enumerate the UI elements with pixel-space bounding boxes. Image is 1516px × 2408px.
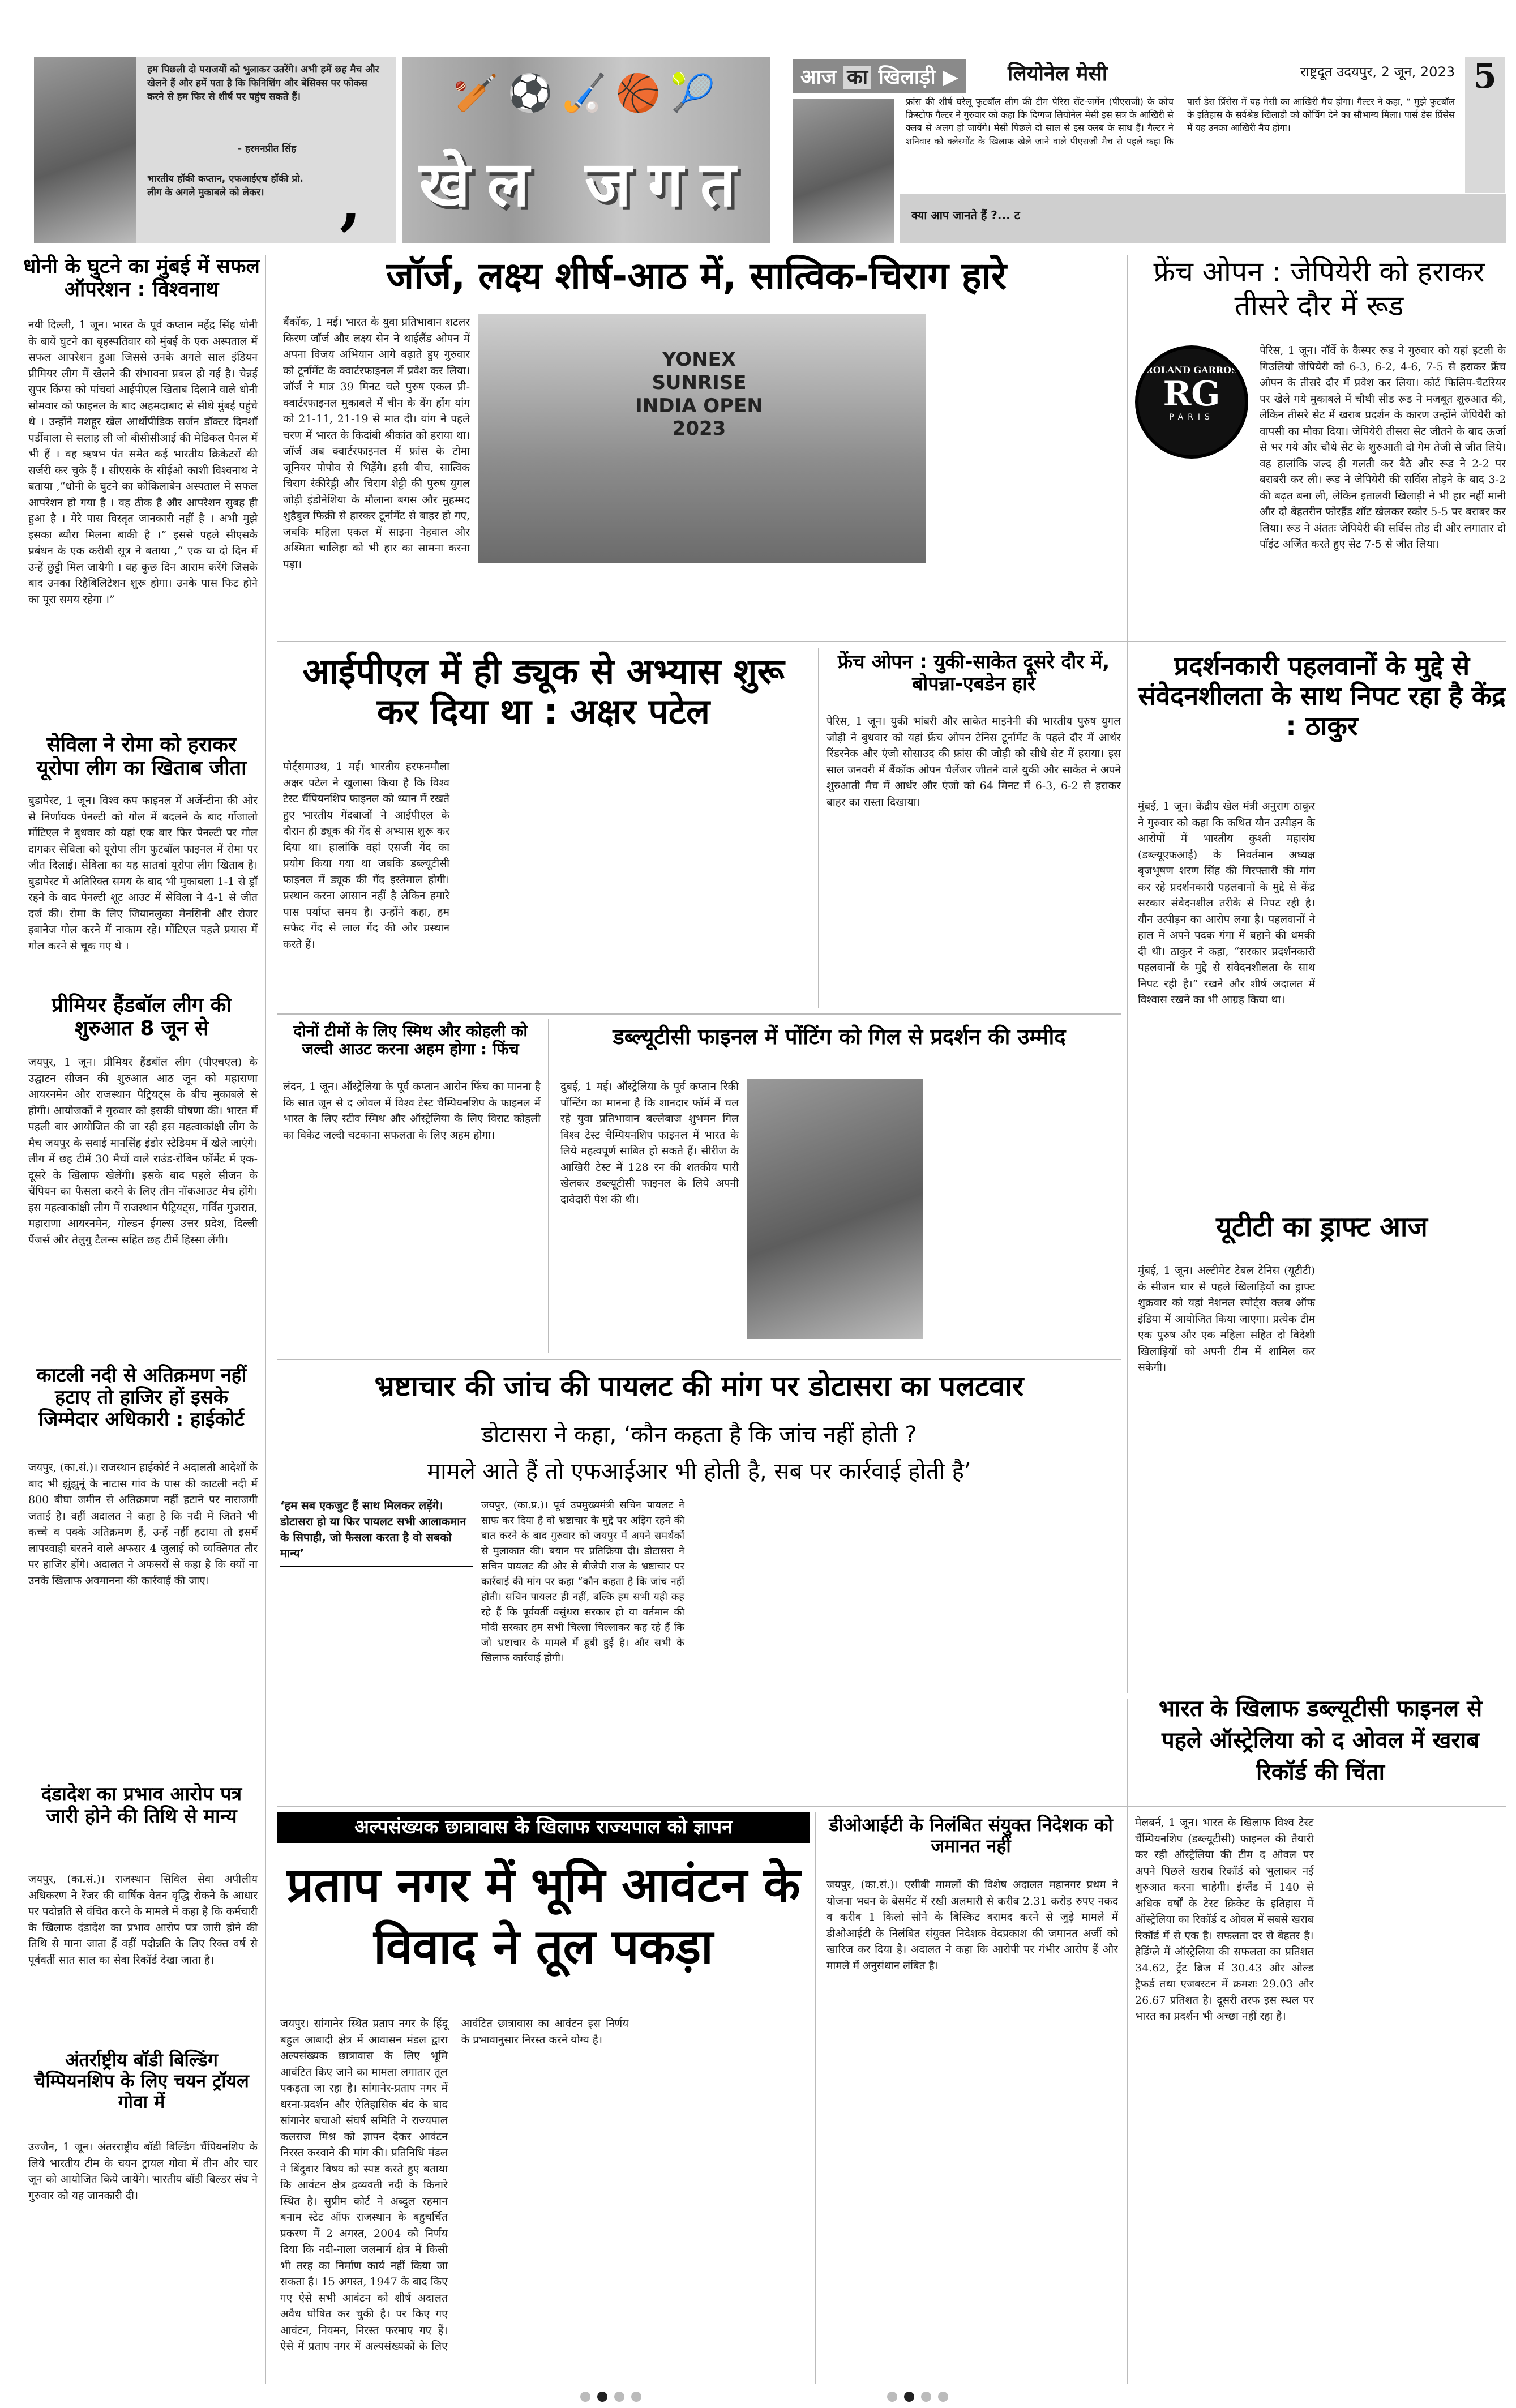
player-name: लियोनेल मेसी (1008, 62, 1108, 85)
headline-dandadesh: दंडादेश का प्रभाव आरोप पत्र जारी होने की तिथि से मान्य (41, 1783, 242, 1828)
did-you-know-text: क्या आप जानते हैं ?... ट (911, 208, 1020, 222)
subhead-dotasara-2: मामले आते हैं तो एफआईआर भी होती है, सब पर कार्रवाई होती है’ (427, 1459, 971, 1485)
page-number: 5 (1465, 57, 1505, 193)
reg-dot (580, 2392, 590, 2402)
reg-dot (597, 2392, 607, 2402)
body-doit: जयपुर, (का.सं.)। एसीबी मामलों की विशेष अदालत महानगर प्रथम ने योजना भवन के बेसमेंट में रखी अलमारी से करीब 2.31 करोड़ रुपए नकद व करीब 1 किलो सोने के बिस्किट बरामद करने से जुड़े मामले में डीओआईटी के निलंबित संयुक्त निदेशक वेदप्रकाश की जमानत अर्जी को खारिज कर दिया है। अदालत ने कहा कि आरोपी पर गंभीर आरोप हैं और मामले में अनुसंधान लंबित है। (826, 1879, 1118, 1972)
section-divider (277, 1013, 1121, 1015)
gill-photo (747, 1079, 923, 1339)
headline-yuki: फ्रेंच ओपन : युकी-साकेत दूसरे दौर में, बोपन्ना-एबडेन हारे (837, 651, 1110, 696)
reg-dot (631, 2392, 641, 2402)
reg-dot (904, 2392, 914, 2402)
body-bodybuilding: उज्जैन, 1 जून। अंतरराष्ट्रीय बॉडी बिल्डिंग चैंपियनशिप के लिये भारतीय टीम के चयन ट्रायल गोवा में तीन और चार जून को आयोजित किये जायेंगे। भारतीय बॉडी बिल्डर संघ ने गुरुवार को यह जानकारी दी। (28, 2141, 258, 2202)
headline-dhoni: धोनी के घुटने का मुंबई में सफल ऑपरेशन : विश्वनाथ (23, 255, 260, 302)
headline-bodybuilding: अंतर्राष्ट्रीय बॉडी बिल्डिंग चैम्पियनशिप के लिए चयन ट्रॉयल गोवा में (34, 2049, 249, 2112)
body-george: बैंकॉक, 1 मई। भारत के युवा प्रतिभावान शटलर किरण जॉर्ज और लक्ष्य सेन ने थाईलैंड ओपन में अपना विजय अभियान आगे बढ़ाते हुए गुरुवार को टूर्नामेंट के क्वार्टरफाइनल में प्रवेश कर लिया। जॉर्ज ने मात्र 39 मिनट चले पुरुष एकल प्री-क्वार्टरफाइनल मुकाबले में चीन के वेंग होंग यांग को 21-11, 21-19 से मात दी। यांग ने पहले चरण में भारत के किदांबी श्रीकांत को हराया था। जॉर्ज अब क्वार्टरफाइनल में फ्रांस के टोमा जूनियर पोपोव से भिड़ेंगे। इसी बीच, सात्विक चिराग रंकीरेड्डी और चिराग शेट्टी की पुरुष युगल जोड़ी इंडोनेशिया के मौलाना बगस और मुहम्मद शुहैबुल फिक्री से हारकर टूर्नामेंट से बाहर हो गए, जबकि महिला एकल में साइना नेहवाल और अश्मिता चालिहा को भी हार का सामना करना पड़ा। (283, 316, 470, 571)
quote-text: हम पिछली दो पराजयों को भुलाकर उतरेंगे। अभी हमें छह मैच और खेलने हैं और हमें पता है कि फिनिशिंग और बेसिक्स पर फोकस करने से हम फिर से शीर्ष पर पहुंच सकते हैं। (147, 64, 379, 102)
photo-banner-text: YONEX SUNRISE INDIA OPEN 2023 (635, 348, 763, 440)
column-rule (1127, 255, 1128, 1693)
rg-monogram-icon: RG (1163, 374, 1220, 414)
body-finch: लंदन, 1 जून। ऑस्ट्रेलिया के पूर्व कप्तान आरोन फिंच का मानना है कि सात जून से द ओवल में विश्व टेस्ट चैम्पियनशिप के फाइनल में भारत के लिए स्टीव स्मिथ और ऑस्ट्रेलिया के लिए विराट कोहली का विकेट जल्दी चटकाना सफलता के लिए अहम होगा। (283, 1080, 541, 1141)
body-dandadesh: जयपुर, (का.सं.)। राजस्थान सिविल सेवा अपीलीय अधिकरण ने रेंजर की वार्षिक वेतन वृद्धि रोकने के आधार पर पदोन्नति से वंचित करने के मामले में कहा है कि कर्मचारी के खिलाफ दंडादेश का प्रभाव आरोप पत्र जारी होने की तिथि से माना जाता हैं वहीं पदोन्नति के लिए रिक्त वर्ष से पूर्ववर्ती सात साल का सेवा रिकॉर्ड देखा जाता है। (28, 1873, 258, 1966)
headline-sevilla: सेविला ने रोमा को हराकर यूरोपा लीग का खिताब जीता (36, 733, 247, 780)
column-rule (1127, 1699, 1128, 2384)
headline-pratap: प्रताप नगर में भूमि आवंटन के विवाद ने तूल पकड़ा (286, 1857, 800, 1975)
player-of-day-tag (793, 59, 966, 93)
body-katli: जयपुर, (का.सं.)। राजस्थान हाईकोर्ट ने अदालती आदेशों के बाद भी झुंझुनूं के नाटास गांव के पास की काटली नदी में 800 बीघा जमीन से अतिक्रमण नहीं हटाने पर नाराजगी जताई है। वहीं अदालत ने कहा है कि नदी में जितने भी कच्चे व पक्के अतिक्रमण हैं, उन्हें नहीं हटाया तो इसमें लापरवाही बरतने वाले अफसर 4 जुलाई को व्यक्तिगत तौर पर हाजिर होंगे। अदालत ने अफसरों से कहा है कि क्यों ना उनके खिलाफ अवमानना की कार्रवाई की जाए। (28, 1461, 258, 1587)
headline-doit: डीओआईटी के निलंबित संयुक्त निदेशक को जमानत नहीं (829, 1814, 1113, 1857)
reg-dot (921, 2392, 931, 2402)
body-george-left (283, 314, 470, 631)
body-ponting: दुबई, 1 मई। ऑस्ट्रेलिया के पूर्व कप्तान रिकी पॉन्टिंग का मानना है कि शानदार फॉर्म में चल रहे युवा प्रतिभावान बल्लेबाज शुभमन गिल विश्व टेस्ट चैम्पियनशिप फाइनल में भारत के लिये महत्वपूर्ण साबित हो सकते हैं। सीरीज के आखिरी टेस्ट में 128 रन की शतकीय पारी खेलकर डब्ल्यूटीसी फाइनल के लिये अपनी दावेदारी पेश की थी। (560, 1080, 739, 1206)
body-sevilla: बुडापेस्ट, 1 जून। विश्व कप फाइनल में अर्जेन्टीना की ओर से निर्णायक पेनल्टी को गोल में बदलने के बाद गोंजालो मोंटिएल ने बुधवार को यहां एक बार फिर पेनल्टी पर गोल दागकर सेविला को यूरोपा लीग फुटबॉल फाइनल में रोमा पर जीत दिलाई। सेविला का यह सातवां यूरोपा लीग खिताब है। बुडापेस्ट में अतिरिक्त समय के बाद भी मुकाबला 1-1 से ड्रॉ रहने के बाद पेनल्टी शूट आउट में सेविला ने 4-1 से जीत दर्ज की। रोमा के लिए जियानलुका मेनसिनी और रोजर इबानेज गोल करने में नाकाम रहे। मोंटिएल पहले प्रयास में गोल करने से चूक गए थे । (28, 794, 258, 952)
roland-garros-logo (1135, 345, 1248, 459)
tag-mid: का (843, 66, 871, 89)
headline-ponting: डब्ल्यूटीसी फाइनल में पोंटिंग को गिल से प्रदर्शन की उम्मीद (613, 1024, 1066, 1049)
headline-oval: भारत के खिलाफ डब्ल्यूटीसी फाइनल से पहले ऑस्ट्रेलिया को द ओवल में खराब रिकॉर्ड की चिंता (1158, 1696, 1483, 1785)
reg-dot (938, 2392, 948, 2402)
tag-right: खिलाड़ी ▶ (878, 66, 958, 89)
sports-icons: 🏏⚽🏑🏀🎾 (453, 72, 725, 114)
spacer (651, 2392, 877, 2402)
column-rule (548, 1019, 549, 1353)
quote-author: - हरमनप्रीत सिंह (238, 143, 297, 155)
dateline: राष्ट्रदूत उदयपुर, 2 जून, 2023 (1300, 64, 1455, 80)
section-title: खेल जगत (419, 148, 753, 220)
body-dhoni: नयी दिल्ली, 1 जून। भारत के पूर्व कप्तान महेंद्र सिंह धोनी के बायें घुटने का बृहस्पतिवार को मुंबई के एक अस्पताल में सफल आपरेशन हुआ जिससे उनके अगले साल इंडियन प्रीमियर लीग में खेलने की संभावना प्रबल हो गई है। चेन्नई सुपर किंग्स को पांचवां आईपीएल खिताब दिलाने वाले धोनी सोमवार को फाइनल के बाद अहमदाबाद से सीधे मुंबई पहुंचे थे । उन्होंने मशहूर खेल आर्थोपीडिक सर्जन डॉक्टर दिनशॉ पर्डीवाला से सलाह ली जो बीसीसीआई की मेडिकल पैनल में भी हैं । वह ऋषभ पंत समेत कई भारतीय क्रिकेटरों की सर्जरी कर चुके हैं । सीएसके के सीईओ काशी विश्वनाथ ने बताया ,“धोनी के घुटने का कोकिलाबेन अस्पताल में सफल आपरेशन हो गया है । वह ठीक है और आपरेशन सुबह ही हुआ है । मेरे पास विस्तृत जानकारी नहीं है । अभी मुझे इसका ब्यौरा मिलना बाकी है ।” इससे पहले सीएसके प्रबंधन के एक करीबी सूत्र ने बताया ,“ एक या दो दिन में उन्हें छुट्टी मिल जायेगी । वह कुछ दिन आराम करेंगे जिसके बाद उनका रिहैबिलिटेशन शुरू होगा। उनके पास फिट होने का पूरा समय रहेगा ।” (28, 319, 258, 606)
tag-left: आज (800, 66, 837, 89)
did-you-know-box (900, 194, 1506, 243)
section-divider (277, 1806, 1506, 1807)
reg-dot (614, 2392, 624, 2402)
body-utt: मुंबई, 1 जून। अल्टीमेट टेबल टेनिस (यूटीटी) के सीजन चार से पहले खिलाड़ियों का ड्राफ्ट शुक्रवार को यहां नेशनल स्पोर्ट्स क्लब ऑफ इंडिया में आयोजित किया जाएगा। प्रत्येक टीम एक पुरुष और एक महिला सहित दो विदेशी खिलाड़ियों को अपनी टीम में शामिल कर सकेगी। (1138, 1264, 1315, 1374)
headline-ruud: फ्रेंच ओपन : जेपियेरी को हराकर तीसरे दौर में रूड (1153, 255, 1485, 322)
messi-photo (793, 99, 894, 243)
badminton-photo (478, 314, 926, 563)
body-pratap: जयपुर। सांगानेर स्थित प्रताप नगर के हिंदू बहुल आबादी क्षेत्र में आवासन मंडल द्वारा अल्पसंख्यक छात्रावास के लिए भूमि आवंटित किए जाने का मामला लगातार तूल पकड़ता जा रहा है। सांगानेर-प्रताप नगर में धरना-प्रदर्शन और ऐतिहासिक बंद के बाद सांगानेर बचाओ संघर्ष समिति ने राज्यपाल कलराज मिश्र को ज्ञापन देकर आवंटन निरस्त करवाने की मांग की। प्रतिनिधि मंडल ने बिंदुवार विषय को स्पष्ट करते हुए बताया कि आवंटन क्षेत्र द्रव्यवती नदी के किनारे स्थित है। सुप्रीम कोर्ट ने अब्दुल रहमान बनाम स्टेट ऑफ राजस्थान के बहुचर्चित प्रकरण में 2 अगस्त, 2004 को निर्णय दिया कि नदी-नाला जलमार्ग क्षेत्र में किसी भी तरह का निर्माण कार्य नहीं किया जा सकता है। 15 अगस्त, 1947 के बाद किए गए ऐसे सभी आवंटन को शीर्ष अदालत अवैध घोषित कर चुकी है। पर किए गए आवंटन, नियमन, निरस्त फरमाए गए हैं। ऐसे में प्रताप नगर में अल्पसंख्यकों के लिए आवंटित छात्रावास का आवंटन इस निर्णय के प्रभावानुसार निरस्त करने योग्य है। (280, 2017, 629, 2353)
section-divider (277, 1359, 1121, 1360)
headline-finch: दोनों टीमों के लिए स्मिथ और कोहली को जल्दी आउट करना अहम होगा : फिंच (293, 1021, 528, 1059)
headline-handball: प्रीमियर हैंडबॉल लीग की शुरुआत 8 जून से (52, 994, 232, 1041)
headline-axar: आईपीएल में ही ड्यूक से अभ्यास शुरू कर दिया था : अक्षर पटेल (302, 651, 785, 733)
headline-dotasara: भ्रष्टाचार की जांच की पायलट की मांग पर डोटासरा का पलटवार (374, 1370, 1024, 1402)
player-text: फ्रांस की शीर्ष घरेलू फुटबॉल लीग की टीम पेरिस सेंट-जर्मेन (पीएसजी) के कोच क्रिस्टोफ गैल्टर ने गुरुवार को कहा कि दिग्गज लियोनेल मेसी इस सत्र के आखिरी से क्लब से अलग हो जायेंगे। मेसी पिछले दो साल से इस क्लब के साथ हैं। गैल्टर ने शनिवार को क्लेरमोंट के खिलाफ खेले जाने वाले पीएसजी मैच से पहले कहा कि पार्स डेस प्रिंसेस में यह मेसी का आखिरी मैच होगा। गैल्टर ने कहा, “ मुझे फुटबॉल के इतिहास के सर्वश्रेष्ठ खिलाडी को कोचिंग देने का सौभाग्य मिला। पार्स डेस प्रिंसेस में यह उनका आखिरी मैच होगा। (906, 96, 1455, 147)
column-rule (265, 255, 266, 2384)
subhead-dotasara-1: डोटासरा ने कहा, ‘कौन कहता है कि जांच नहीं होती ? (481, 1422, 917, 1448)
body-ruud (1260, 343, 1506, 637)
body-ponting-col (560, 1079, 739, 1350)
column-rule (818, 648, 819, 1008)
body-axar: पोर्ट्समाउथ, 1 मई। भारतीय हरफनमौला अक्षर पटेल ने खुलासा किया है कि विश्व टेस्ट चैंपियनशिप फाइनल को ध्यान में रखते हुए भारतीय गेंदबाजों ने आईपीएल के दौरान ही ड्यूक की गेंद से अभ्यास शुरू कर दिया था। हालांकि वहां एसजी गेंद का प्रयोग किया गया था जबकि डब्ल्यूटीसी फाइनल में ड्यूक की गेंद इस्तेमाल होगी। प्रस्थान करना आसान नहीं है लेकिन हमारे पास पर्याप्त समय है। उन्होंने कहा, हम सफेद गेंद से लाल गेंद की ओर प्रस्थान करते हैं। (283, 760, 449, 951)
hockey-captain-photo (34, 57, 136, 243)
pull-quote-dotasara: ‘हम सब एकजुट हैं साथ मिलकर लड़ेंगे। डोटासरा हो या फिर पायलट सभी आलाकमान के सिपाही, जो फैसला करता है वो सबको मान्य’ (280, 1498, 473, 1567)
registration-marks (226, 2390, 1302, 2402)
logo-subtext: PARIS (1169, 413, 1214, 422)
body-dotasara: जयपुर, (का.प्र.)। पूर्व उपमुख्यमंत्री सचिन पायलट ने साफ कर दिया है वो भ्रष्टाचार के मुद्दे पर अड़िग रहने की बात करने के बाद गुरुवार को जयपुर में अपने समर्थकों से मुलाकात की। बयान पर प्रतिक्रिया दी। डोटासरा ने सचिन पायलट की ओर से बीजेपी राज के भ्रष्टाचार पर कार्रवाई की मांग पर कहा “कौन कहता है कि जांच नहीं होती। सचिन पायलट ही नहीं, बल्कि हम सभी यही कह रहे हैं कि पूर्ववर्ती वसुंधरा सरकार हो या वर्तमान की मोदी सरकार हम सभी चिल्ला चिल्लाकर कह रहे हैं कि जो भ्रष्टाचार के मामले में डूबी हुई है। और सभी के खिलाफ कार्रवाई होगी। (481, 1499, 684, 1664)
reg-dot (887, 2392, 897, 2402)
body-thakur: मुंबई, 1 जून। केंद्रीय खेल मंत्री अनुराग ठाकुर ने गुरुवार को कहा कि कथित यौन उत्पीड़न के आरोपों में भारतीय कुश्ती महासंघ (डब्ल्यूएफआई) के निवर्तमान अध्यक्ष बृजभूषण शरण सिंह की गिरफ्तारी की मांग कर रहे प्रदर्शनकारी पहलवानों के मुद्दे से केंद्र सरकार संवेदनशील तरीके से निपट रही है। यौन उत्पीड़न का आरोप लगा है। पहलवानों ने हाल में अपने पदक गंगा में बहाने की धमकी दी थी। ठाकुर ने कहा, “सरकार प्रदर्शनकारी पहलवानों के मुद्दे से संवेदनशीलता के साथ निपट रही है।” रखने और शीर्ष अदालत में विश्वास रखने का भी आग्रह किया था। (1138, 800, 1315, 1006)
headline-george: जॉर्ज, लक्ष्य शीर्ष-आठ में, सात्विक-चिराग हारे (386, 254, 1007, 298)
body-yuki: पेरिस, 1 जून। युकी भांबरी और साकेत माइनेनी की भारतीय पुरुष युगल जोड़ी ने बुधवार को यहां फ्रेंच ओपन टेनिस टूर्नामेंट के पहले दौर में आर्थर रिंडरनेक और एंजो सोसाउद की फ्रांस की जोड़ी को सीधे सेट में हराया। इस साल जनवरी में बैंकॉक ओपन चैलेंजर जीतने वाले युकी और साकेत ने अपने शुरुआती मैच में आर्थर और एंजो को 64 मिनट में 6-3, 6-2 से हराकर बाहर का रास्ता दिखाया। (826, 715, 1121, 809)
column-rule (815, 1812, 816, 2384)
section-divider (277, 641, 1506, 642)
logo-text: ROLAND GARROS (1145, 365, 1238, 375)
body-ruud-text: पेरिस, 1 जून। नॉर्वे के कैस्पर रूड ने गुरुवार को यहां इटली के गिउलियो जेपियेरी को 6-3, 6-2, 4-6, 7-5 से हराकर फ्रेंच ओपन के तीसरे दौर में प्रवेश कर लिया। कोर्ट फिलिप-चैटरियर पर खेले गये मुकाबले में चौथी सीड रूड ने मजबूत शुरुआत की, लेकिन तीसरे सेट में खराब प्रदर्शन के कारण उन्होंने जेपियेरी को वापसी का मौका दिया। जेपियेरी तीसरा सेट जीतने के बाद ऊर्जा से भर गये और चौथे सेट के शुरुआती दो गेम तेजी से जीत लिये। वह हालांकि जल्द ही गलती कर बैठे और रूड ने 2-2 पर बराबरी कर ली। रूड ने जेपियेरी की सर्विस तोड़ने के बाद 3-2 की बढ़त बना ली, लेकिन इतालवी खिलाड़ी ने भी हार नहीं मानी और दो बेहतरीन फोरहैंड शॉट खेलकर स्कोर 5-5 पर बराबर कर लिया। रूड ने अंततः जेपियेरी की सर्विस तोड़ दी और लगातार दो पॉइंट अर्जित करते हुए सेट 7-5 से जीत लिया। (1260, 344, 1506, 550)
headline-katli: काटली नदी से अतिक्रमण नहीं हटाए तो हाजिर हों इसके जिम्मेदार अधिकारी : हाईकोर्ट (36, 1364, 247, 1431)
kicker-pratap: अल्पसंख्यक छात्रावास के खिलाफ राज्यपाल को ज्ञापन (277, 1812, 810, 1843)
body-oval: मेलबर्न, 1 जून। भारत के खिलाफ विश्व टेस्ट चैंम्पियनशिप (डब्ल्यूटीसी) फाइनल की तैयारी कर रही ऑस्ट्रेलिया की टीम द ओवल पर अपने पिछले खराब रिकॉर्ड को भुलाकर नई शुरुआत करना चाहेगी। इंग्लैंड में 140 से अधिक वर्षों के टेस्ट क्रिकेट के इतिहास में ऑस्ट्रेलिया का रिकॉर्ड द ओवल में सबसे खराब रिकॉर्ड में से एक है। सफलता दर से बेहतर है। हेडिंग्ले में ऑस्ट्रेलिया की सफलता का प्रतिशत 34.62, ट्रेंट ब्रिज में 30.43 और ओल्ड ट्रैफर्ड तथा एजबस्टन में क्रमशः 29.03 और 26.67 प्रतिशत है। दूसरी तरफ इस स्थल पर भारत का प्रदर्शन भी अच्छा नहीं रहा है। (1135, 1816, 1314, 2022)
body-handball: जयपुर, 1 जून। प्रीमियर हैंडबॉल लीग (पीएचएल) के उद्घाटन सीजन की शुरुआत आठ जून को महाराणा आयरनमेन और राजस्थान पैट्रियट्स के बीच मुकाबले से होगी। आयोजकों ने गुरुवार को इसकी घोषणा की। भारत में पहली बार आयोजित की जा रही इस महत्वाकांक्षी लीग के मैच जयपुर के सवाई मानसिंह इंडोर स्टेडियम में खेले जाएंगे। लीग में छह टीमें 30 मैचों वाले राउंड-रोबिन फॉर्मेट में एक-दूसरे के खिलाफ खेलेंगी। इसके बाद पहले सीजन के चैंपियन का फैसला करने के लिए तीन नॉकआउट मैच होंगे। इस महत्वाकांक्षी लीग में राजस्थान पैट्रियट्स, गर्वित गुजरात, महाराणा आयरनमेन, गोल्डन ईगल्स उत्तर प्रदेश, दिल्ली पैंजर्स और तेलुगु टैलन्स सहित छह टीमें हिस्सा लेंगी। (28, 1056, 258, 1246)
headline-thakur: प्रदर्शनकारी पहलवानों के मुद्दे से संवेदनशीलता के साथ निपट रहा है केंद्र : ठाकुर (1138, 651, 1506, 741)
quote-caption: भारतीय हॉकी कप्तान, एफआईएच हॉकी प्रो. लीग के अगले मुकाबले को लेकर। (147, 173, 303, 198)
quote-mark-icon: , (340, 164, 362, 237)
headline-utt: यूटीटी का ड्राफ्ट आज (1216, 1211, 1428, 1243)
